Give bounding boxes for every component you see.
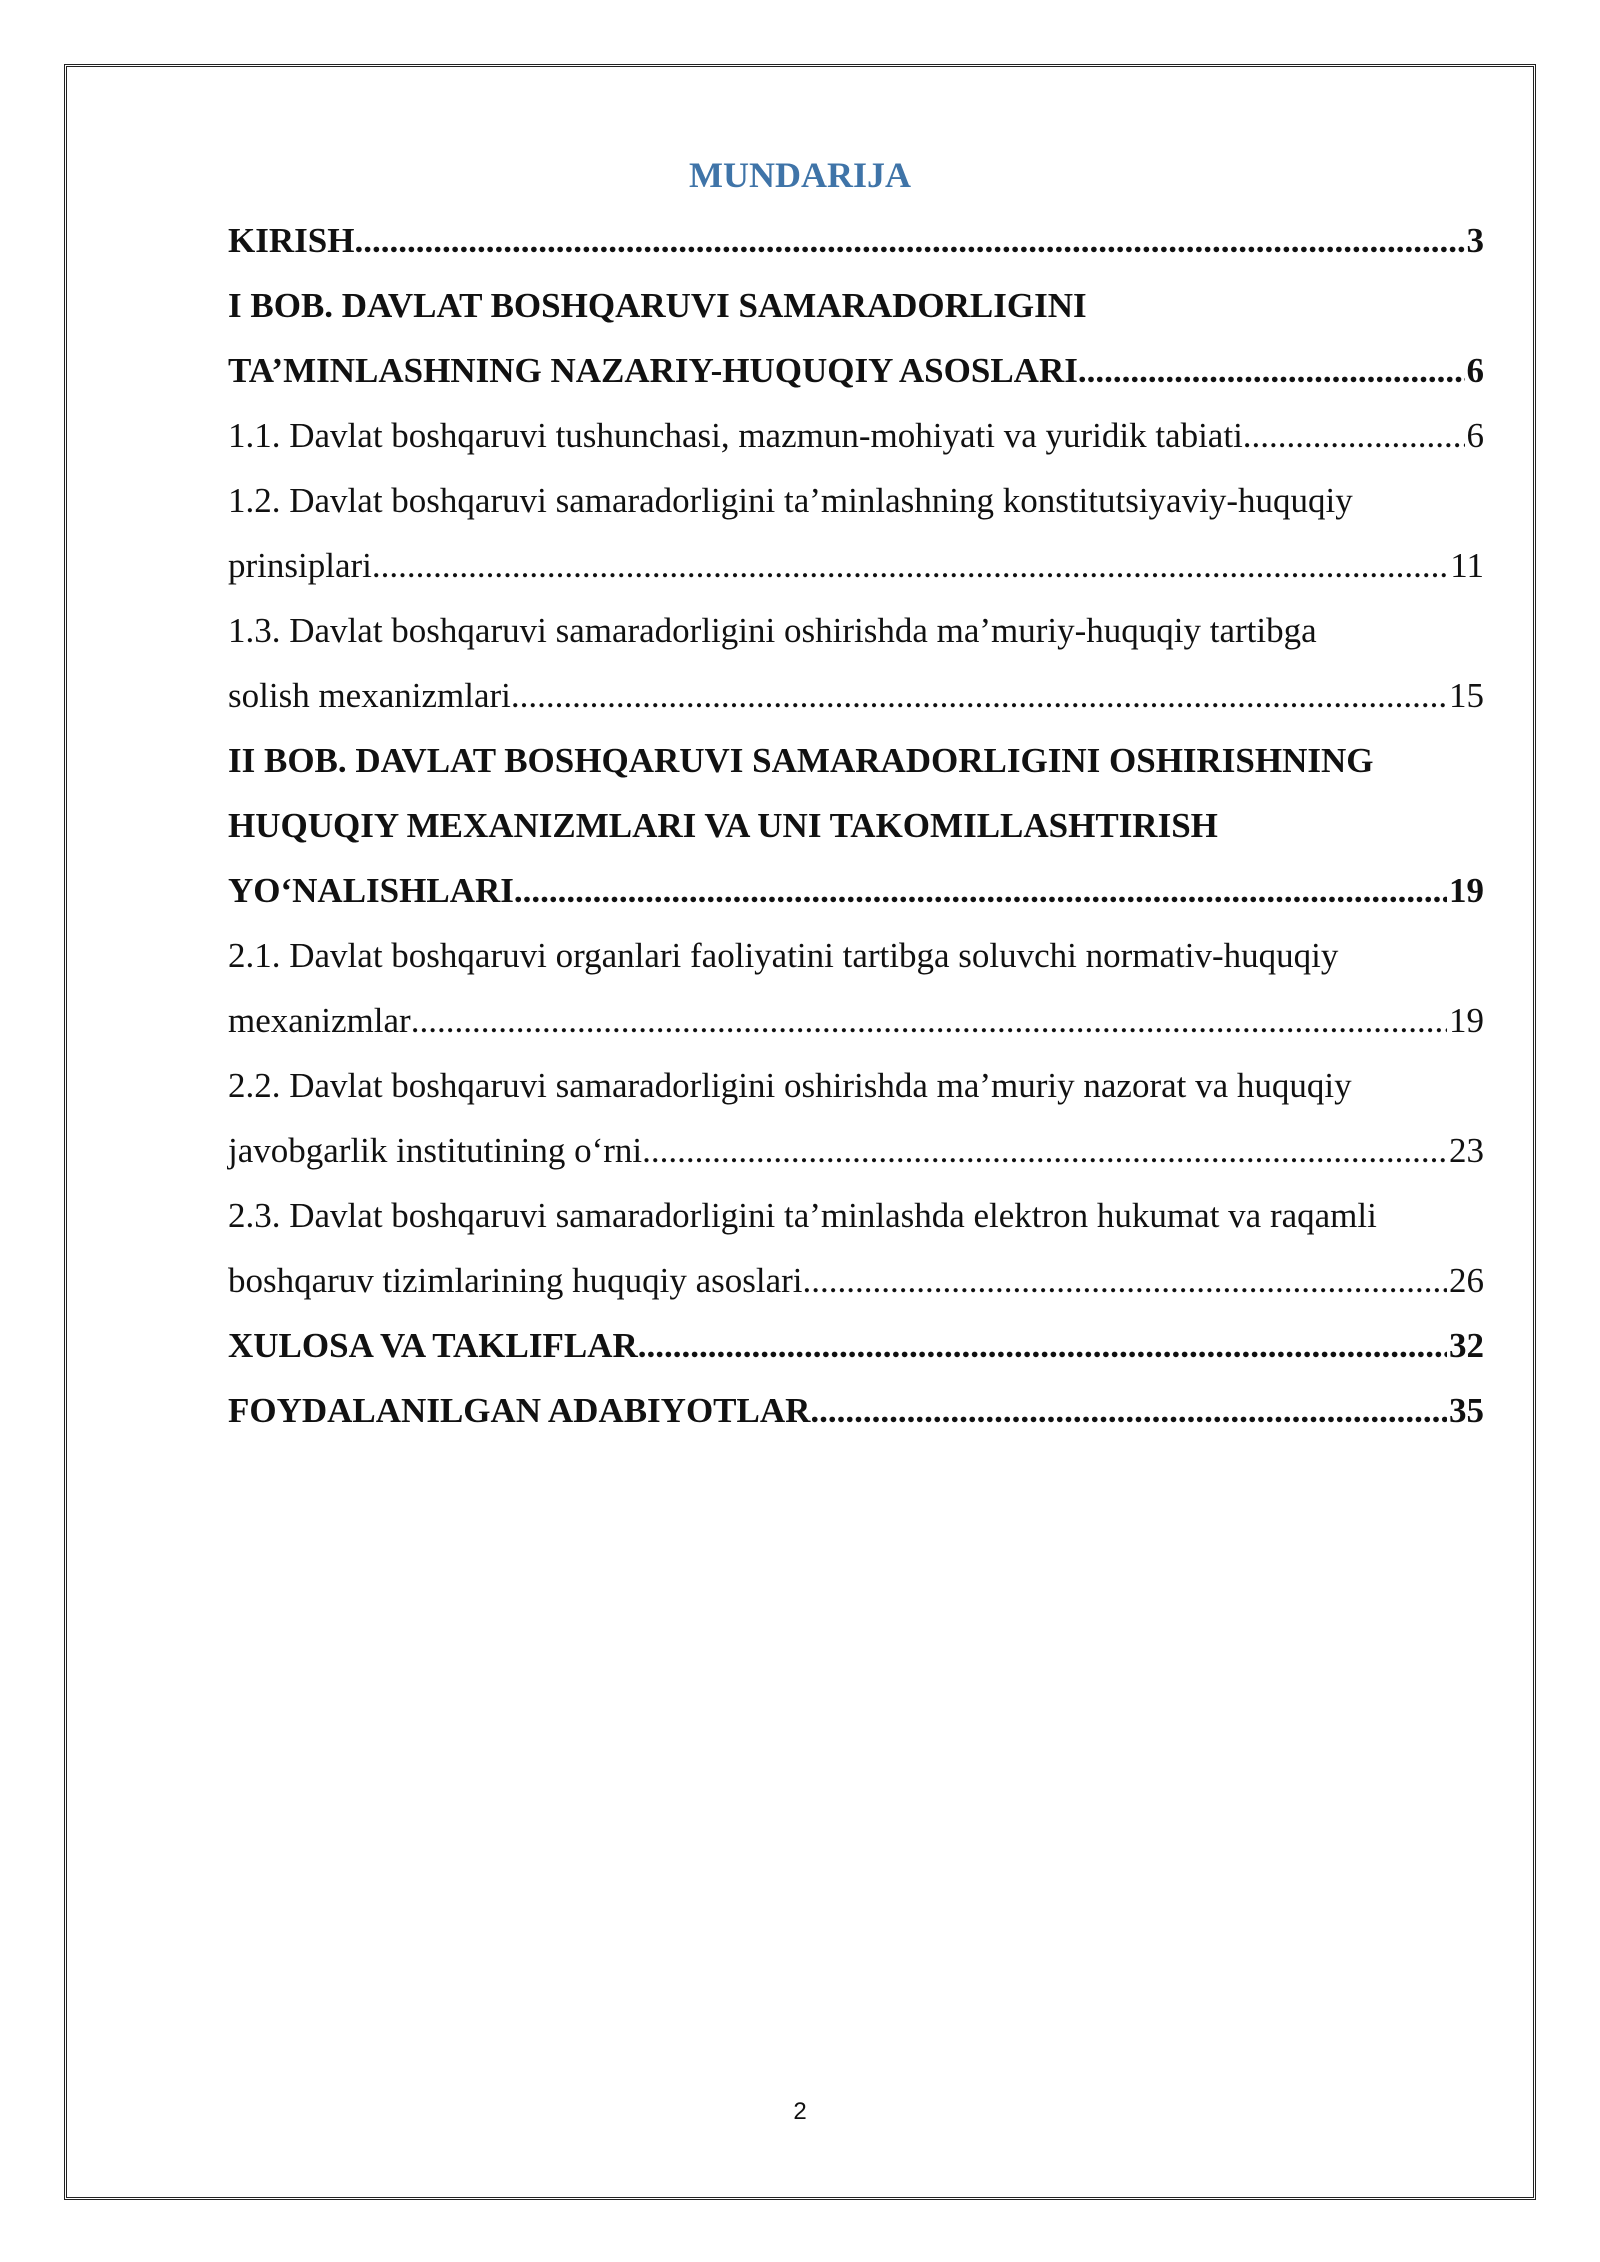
toc-entry: [228, 663, 1484, 728]
toc-dot-leader: [411, 988, 1447, 1053]
toc-entry: [228, 1118, 1484, 1183]
toc-title: MUNDARIJA: [689, 155, 911, 195]
toc-entry-text: 2.3. Davlat boshqaruvi samaradorligini ta’minlashda elektron hukumat va raqamli: [228, 1196, 1377, 1235]
toc-entry-text: prinsiplari: [228, 546, 372, 585]
toc-entry-text: mexanizmlar: [228, 1001, 411, 1040]
toc-entry-page: 6: [1466, 351, 1484, 390]
toc-entry: [228, 598, 1484, 663]
toc-entry-text: 2.1. Davlat boshqaruvi organlari faoliyatini tartibga soluvchi normativ-huquqiy: [228, 936, 1339, 975]
toc-dot-leader: [803, 1248, 1448, 1313]
toc-entry-text: XULOSA VA TAKLIFLAR: [228, 1326, 638, 1365]
toc-entry: [228, 338, 1484, 403]
toc-dot-leader: [642, 1118, 1447, 1183]
toc-entry-text: boshqaruv tizimlarining huquqiy asoslari: [228, 1261, 803, 1300]
toc-entry-text: II BOB. DAVLAT BOSHQARUVI SAMARADORLIGINI OSHIRISHNING: [228, 741, 1374, 780]
toc-entry-text: I BOB. DAVLAT BOSHQARUVI SAMARADORLIGINI: [228, 286, 1087, 325]
toc-entry-page: 19: [1449, 871, 1484, 910]
toc-entry-page: 26: [1449, 1261, 1484, 1300]
toc-entry: [228, 208, 1484, 273]
toc-entry-page: 32: [1449, 1326, 1484, 1365]
toc-entry: [228, 1248, 1484, 1313]
toc-entry: [228, 403, 1484, 468]
toc-entry: [228, 923, 1484, 988]
toc-dot-leader: [514, 858, 1447, 923]
toc-entry-text: TA’MINLASHNING NAZARIY-HUQUQIY ASOSLARI: [228, 351, 1078, 390]
toc-entry-text: YO‘NALISHLARI: [228, 871, 514, 910]
toc-entry-text: javobgarlik institutining o‘rni: [228, 1131, 643, 1170]
toc-entry-page: 35: [1449, 1391, 1484, 1430]
toc-entry-page: 19: [1449, 1001, 1484, 1040]
toc-entry-text: solish mexanizmlari: [228, 676, 511, 715]
toc-entry-page: 6: [1466, 416, 1484, 455]
toc-entry-text: 1.3. Davlat boshqaruvi samaradorligini oshirishda ma’muriy-huquqiy tartibga: [228, 611, 1317, 650]
toc-entry: [228, 1378, 1484, 1443]
toc-entry: [228, 273, 1484, 338]
toc-dot-leader: [810, 1378, 1447, 1443]
toc-dot-leader: [638, 1313, 1447, 1378]
toc-dot-leader: [1078, 338, 1465, 403]
toc-entry: [228, 858, 1484, 923]
toc-dot-leader: [372, 533, 1448, 598]
toc-dot-leader: [511, 663, 1447, 728]
toc-entry: [228, 793, 1484, 858]
toc-entry-text: HUQUQIY MEXANIZMLARI VA UNI TAKOMILLASHTIRISH: [228, 806, 1218, 845]
toc-entry: [228, 728, 1484, 793]
toc-entry-text: 2.2. Davlat boshqaruvi samaradorligini oshirishda ma’muriy nazorat va huquqiy: [228, 1066, 1352, 1105]
toc-entry: [228, 988, 1484, 1053]
toc-entry-page: 15: [1449, 676, 1484, 715]
page-number: 2: [793, 2098, 807, 2125]
toc-entry-page: 3: [1466, 221, 1484, 260]
toc-entry-page: 11: [1450, 546, 1484, 585]
toc-entry: [228, 533, 1484, 598]
table-of-contents: [228, 208, 1484, 1443]
toc-entry: [228, 468, 1484, 533]
toc-entry-text: KIRISH: [228, 221, 355, 260]
toc-entry: [228, 1053, 1484, 1118]
toc-entry: [228, 1183, 1484, 1248]
toc-entry: [228, 1313, 1484, 1378]
toc-entry-page: 23: [1449, 1131, 1484, 1170]
toc-dot-leader: [354, 208, 1464, 273]
toc-entry-text: 1.1. Davlat boshqaruvi tushunchasi, mazmun-mohiyati va yuridik tabiati: [228, 416, 1243, 455]
toc-dot-leader: [1243, 403, 1465, 468]
toc-entry-text: 1.2. Davlat boshqaruvi samaradorligini ta’minlashning konstitutsiyaviy-huquqiy: [228, 481, 1353, 520]
toc-entry-text: FOYDALANILGAN ADABIYOTLAR: [228, 1391, 811, 1430]
